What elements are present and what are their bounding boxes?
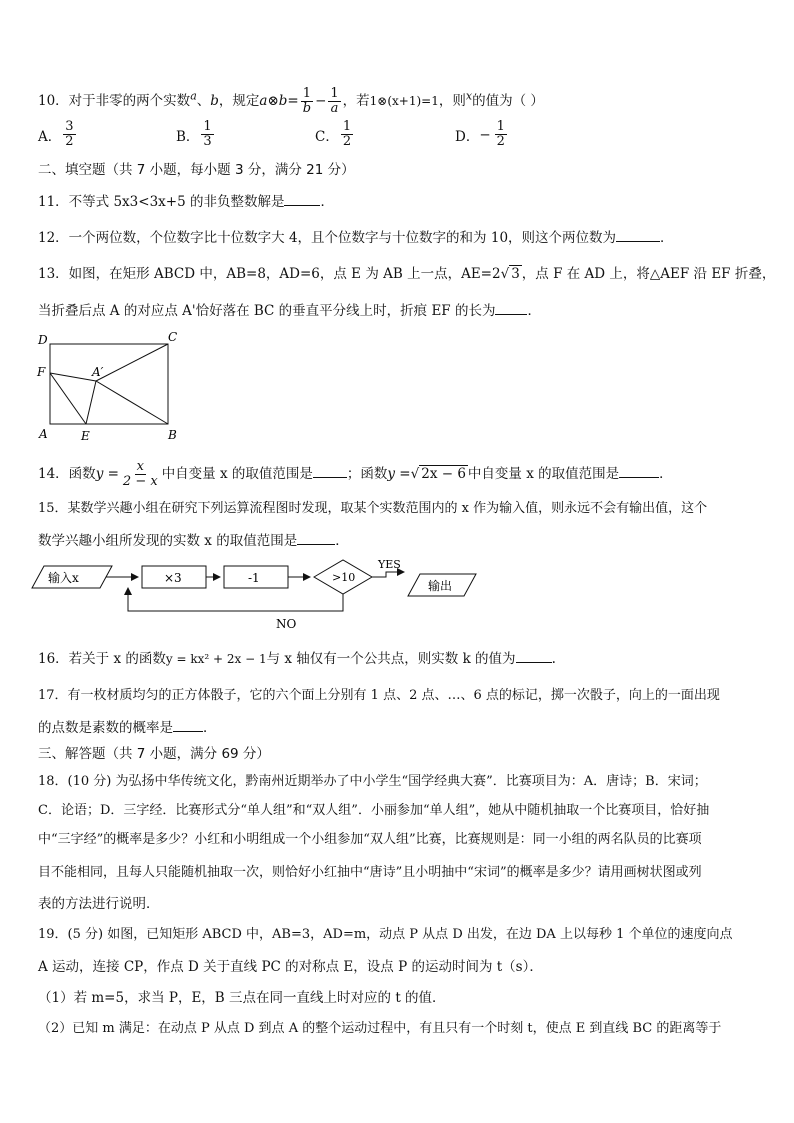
answer-blank[interactable] — [516, 650, 552, 663]
q18-line3: 中“三字经”的概率是多少？小红和小明组成一个小组参加“双人组”比赛，比赛规则是：同一小组的两名队员的比赛项 — [38, 832, 702, 847]
q13-text-a: 13．如图，在矩形 ABCD 中，AB=8，AD=6，点 E 为 AB 上一点，AE=2 — [38, 266, 501, 282]
option-label: A． — [38, 128, 62, 145]
flowchart — [30, 554, 490, 634]
q13-line1 — [38, 265, 775, 283]
frac-num: 1 — [203, 119, 212, 134]
yes-label: YES — [378, 558, 401, 571]
q17-line1: 17．有一枚材质均匀的正方体骰子，它的六个面上分别有 1 点、2 点、…、6 点的标记，掷一次骰子，向上的一面出现 — [38, 688, 720, 703]
q19-line2: A 运动，连接 CP，作点 D 关于直线 PC 的对称点 E，设点 P 的运动时间为 t（s）． — [38, 959, 543, 975]
q13-text-b: ，点 F 在 AD 上，将△AEF 沿 EF 折叠， — [521, 266, 776, 282]
q10-tail: ，则 — [438, 93, 466, 109]
q14 — [38, 460, 673, 489]
q14-frac — [121, 460, 160, 489]
option-label: D． — [455, 128, 480, 145]
q19-part1: （1）若 m=5，求当 P，E，B 三点在同一直线上时对应的 t 的值． — [38, 990, 446, 1006]
option-sign: − — [479, 126, 491, 143]
q13-text-c: 当折叠后点 A 的对应点 A'恰好落在 BC 的垂直平分线上时，折痕 EF 的长为 — [38, 303, 496, 319]
q10-op: a⊗b= — [259, 93, 299, 109]
q14-end: ． — [659, 466, 673, 482]
yes-arrow — [372, 572, 404, 577]
q14-text-b: 中自变量 x 的取值范围是 — [161, 466, 313, 482]
q18-line2: C．论语；D．三字经．比赛形式分“单人组”和“双人组”．小丽参加“单人组”，她从中随机抽取一个比赛项目，恰好抽 — [38, 803, 710, 818]
frac-num: 1 — [496, 119, 505, 134]
decision-label: >10 — [332, 571, 356, 584]
answer-blank[interactable] — [495, 302, 527, 315]
segment-ab — [96, 381, 168, 424]
label-d: D — [38, 333, 48, 347]
q15-line1: 15．某数学兴趣小组在研究下列运算流程图时发现，取某个实数范围内的 x 作为输入值，则永远不会有输出值，这个 — [38, 501, 708, 516]
q11-text: 11．不等式 5x3<3x+5 的非负整数解是 — [38, 194, 285, 210]
q10-option-a[interactable] — [38, 120, 78, 149]
q14-text-c: ；函数 — [346, 466, 388, 482]
answer-blank[interactable] — [616, 229, 660, 242]
section-3-heading: 三、解答题（共 7 小题，满分 69 分） — [38, 746, 270, 762]
frac-num: 3 — [65, 119, 74, 134]
sqrt-arg: 3 — [511, 266, 520, 282]
q15-end: ． — [335, 533, 349, 549]
q18-line4: 目不能相同，且每人只能随机抽取一次，则恰好小红抽中“唐诗”且小明抽中“宋词”的概率是多少？请用画树状图或列 — [38, 865, 702, 880]
q10-frac2 — [328, 87, 340, 116]
frac-num: 1 — [302, 86, 312, 101]
q18-line5: 表的方法进行说明． — [38, 896, 160, 912]
q11-end: ． — [320, 194, 334, 210]
segment-fe — [50, 373, 86, 424]
label-e: E — [81, 429, 90, 443]
label-b: B — [168, 428, 177, 442]
rectangle-abcd — [50, 344, 168, 424]
no-loop — [128, 588, 343, 611]
frac-num: 1 — [330, 86, 339, 101]
option-label: B． — [176, 128, 200, 145]
q10-cond-expr: 1⊗(x+1)=1 — [369, 94, 439, 108]
q13-end: ． — [527, 303, 541, 319]
segment-ea — [86, 381, 96, 424]
answer-blank[interactable] — [313, 465, 347, 478]
frac-den: b — [302, 101, 312, 116]
var-x: x — [465, 89, 473, 103]
sqrt-sign: √ — [410, 466, 420, 482]
q10-rule: ，规定 — [218, 93, 260, 109]
q10-frac1 — [301, 87, 313, 116]
frac-den: 2 — [342, 134, 352, 149]
frac-den: a — [330, 101, 339, 116]
frac-den: 2 − x — [122, 474, 158, 489]
sqrt-arg: 2x − 6 — [421, 466, 466, 482]
option-frac — [201, 120, 213, 149]
option-label: C． — [315, 128, 339, 145]
label-f: F — [37, 365, 46, 379]
answer-blank[interactable] — [173, 719, 203, 732]
no-label: NO — [276, 617, 297, 631]
q17-end: ． — [203, 720, 217, 736]
q13-figure — [34, 328, 184, 446]
q16-text-a: 16．若关于 x 的函数 — [38, 651, 166, 667]
q10-option-b[interactable] — [176, 120, 216, 149]
q16-text-b: 与 x 轴仅有一个公共点，则实数 k 的值为 — [266, 651, 516, 667]
q12-text: 12．一个两位数，个位数字比十位数字大 4，且个位数字与十位数字的和为 10，则这个两位数为 — [38, 230, 617, 246]
q15-line2 — [38, 532, 349, 550]
q15-text: 数学兴趣小组所发现的实数 x 的取值范围是 — [38, 533, 298, 549]
multiply-label: ×3 — [164, 571, 182, 585]
input-label: 输入x — [48, 571, 79, 585]
q14-y2: y = — [387, 466, 411, 482]
q14-y1: y = — [95, 466, 119, 482]
q13-line2 — [38, 302, 541, 320]
q10-sep: 、 — [196, 93, 211, 109]
q17-line2 — [38, 719, 217, 737]
frac-den: 2 — [65, 134, 74, 149]
answer-blank[interactable] — [284, 193, 320, 206]
q10-tail2: 的值为（ ） — [472, 93, 544, 109]
q10-prefix: 10．对于非零的两个实数 — [38, 93, 191, 109]
segment-fa — [50, 373, 96, 381]
q19-part2: （2）已知 m 满足：在动点 P 从点 D 到点 A 的整个运动过程中，有且只有一个时刻 t，使点 E 到直线 BC 的距离等于 — [38, 1021, 722, 1036]
segment-ac — [96, 344, 168, 381]
q16 — [38, 650, 556, 668]
frac-den: 2 — [496, 134, 505, 149]
label-a: A — [39, 427, 48, 441]
q12-end: ． — [660, 230, 674, 246]
frac-num: 1 — [342, 119, 352, 134]
label-c: C — [168, 330, 178, 344]
minus: − — [315, 93, 327, 109]
frac-num: x — [136, 459, 144, 474]
q16-end: . — [551, 651, 556, 667]
option-frac — [495, 120, 507, 149]
q10-option-d[interactable] — [455, 120, 509, 149]
label-a-prime: A′ — [92, 365, 104, 379]
var-a: a — [190, 89, 197, 103]
q11 — [38, 193, 334, 211]
q18-line1: 18．(10 分) 为弘扬中华传统文化，黔南州近期举办了中小学生“国学经典大赛”．比赛项目为：A．唐诗；B．宋词； — [38, 774, 707, 789]
option-frac — [341, 120, 353, 149]
q16-expr: y = kx² + 2x − 1 — [165, 652, 267, 666]
q10-cond: ，若 — [342, 93, 370, 109]
sqrt-sign: √ — [500, 266, 510, 282]
var-b: b — [210, 93, 219, 109]
frac-den: 3 — [203, 134, 212, 149]
answer-blank[interactable] — [619, 465, 659, 478]
subtract-label: -1 — [248, 571, 260, 585]
q14-text-d: 中自变量 x 的取值范围是 — [467, 466, 620, 482]
output-label: 输出 — [428, 579, 453, 593]
q14-text-a: 14．函数 — [38, 466, 96, 482]
q10-stem — [38, 87, 544, 116]
answer-blank[interactable] — [297, 532, 335, 545]
q19-line1: 19．(5 分) 如图，已知矩形 ABCD 中，AB=3，AD=m，动点 P 从点 D 出发，在边 DA 上以每秒 1 个单位的速度向点 — [38, 927, 733, 942]
q17-text: 的点数是素数的概率是 — [38, 720, 173, 736]
q12 — [38, 229, 674, 247]
option-frac — [63, 120, 75, 149]
q10-option-c[interactable] — [315, 120, 355, 149]
section-2-heading: 二、填空题（共 7 小题，每小题 3 分，满分 21 分） — [38, 162, 355, 178]
